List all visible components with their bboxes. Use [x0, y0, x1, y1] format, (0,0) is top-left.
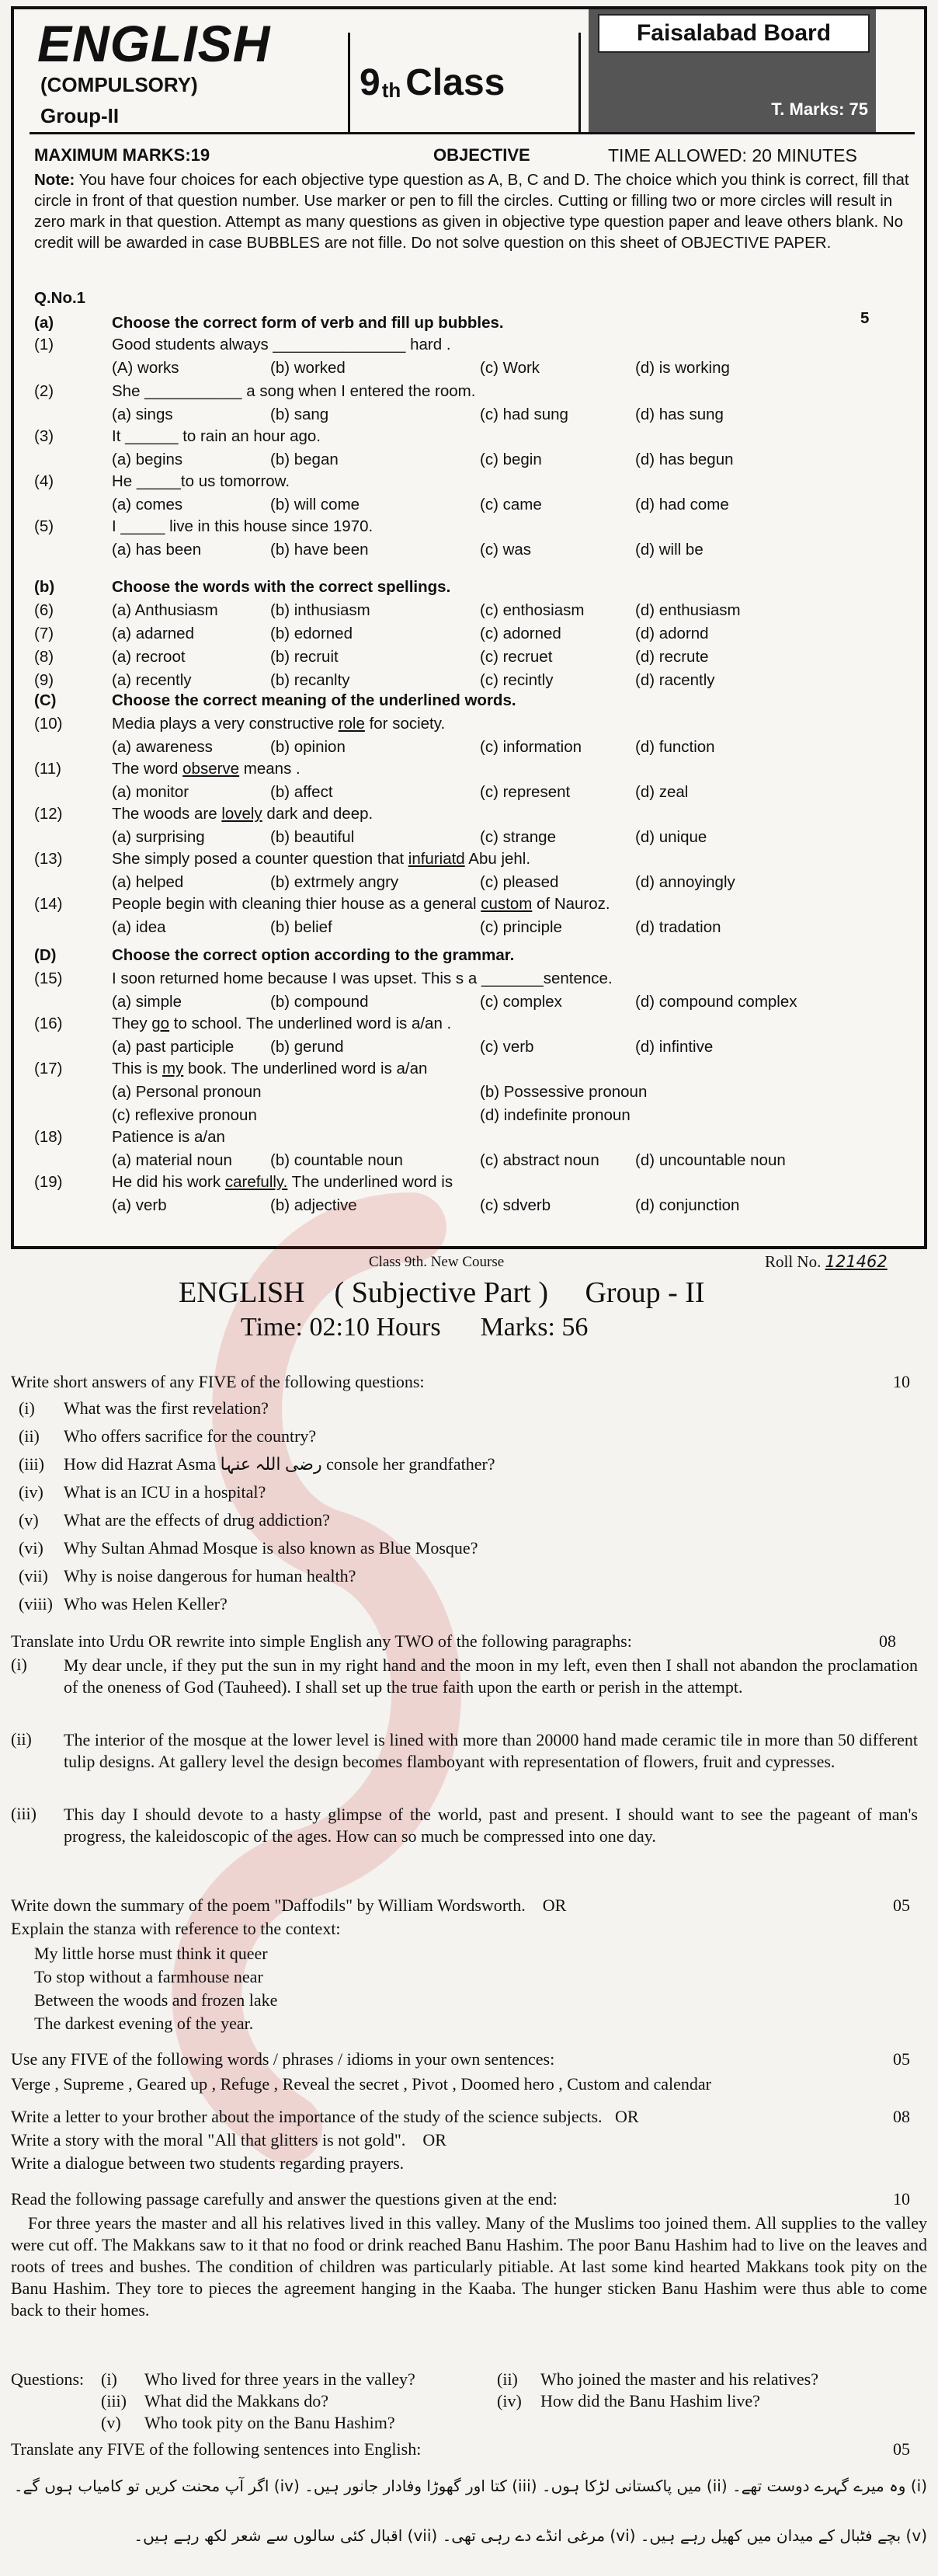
question-2-option-c: (c) had sung: [480, 406, 568, 423]
question-17-text-end: book. The underlined word is a/an: [183, 1060, 428, 1077]
question-19-option-a: (a) verb: [112, 1196, 167, 1214]
question-14-option-d: (d) tradation: [635, 918, 721, 936]
q3-paragraph-text: This day I should devote to a hasty glimpse of the world, past and present. I should want to see the pageant of man's progress, the kaleidoscopic of the ages. How can so much be compressed into one day.: [64, 1805, 918, 1846]
q2-item-text: What are the effects of drug addiction?: [64, 1510, 330, 1530]
roll-number: [765, 1252, 888, 1272]
urdu-sentences-line-2: (v) بچے فٹبال کے میدان میں کھیل رہے ہیں۔ (vi) مرغی انڈے دے رہی تھی۔ (vii) اقبال کئی سالوں سے شعر لکھ رہے ہیں۔: [134, 2526, 927, 2545]
question-15-number: (15): [34, 969, 63, 987]
note-label: Note:: [34, 171, 75, 189]
q7-question-number: (v): [101, 2413, 121, 2432]
q7-question-number: (iii): [101, 2391, 127, 2411]
q7-question-number: (iv): [497, 2391, 522, 2411]
section-a-label: (a): [34, 314, 54, 332]
question-2-text: She ___________ a song when I entered the room.: [112, 382, 476, 400]
note-text: You have four choices for each objective type question as A, B, C and D. The choice which you think is correct, fill that circle in front of that question number. Use marker or pen to fill the circles. Cutting or filling two or more circles will result in zero mark in that question. Attempt as many questions as given in objective type question paper and leave others blank. No credit will be awarded in case BUBBLES are not fille. Do not solve question on this sheet of OBJECTIVE PAPER.: [34, 171, 909, 252]
q2-item-number: (viii): [19, 1594, 53, 1613]
question-10-underlined-word: role: [338, 715, 365, 733]
question-2-number: (2): [34, 382, 54, 400]
question-10-option-a: (a) awareness: [112, 738, 213, 756]
course-label: Class 9th. New Course: [369, 1254, 505, 1270]
question-6-option-b: (b) inthusiasm: [270, 601, 370, 619]
question-7-number: (7): [34, 625, 54, 642]
q2-item-number: (v): [19, 1510, 39, 1530]
question-6-number: (6): [34, 601, 54, 619]
q2-item-text: Who offers sacrifice for the country?: [64, 1426, 317, 1446]
question-6-option-d: (d) enthusiasm: [635, 601, 741, 619]
question-8-number: (8): [34, 648, 54, 666]
question-5-option-a: (a) has been: [112, 541, 202, 559]
subjective-marks: Marks: 56: [480, 1313, 589, 1342]
time-marks-line: [241, 1313, 588, 1342]
question-10-text: [112, 715, 445, 733]
objective-header: [30, 9, 915, 134]
question-11-option-a: (a) monitor: [112, 783, 189, 801]
question-6-option-c: (c) enthosiasm: [480, 601, 585, 619]
question-1-option-b: (b) worked: [270, 359, 346, 377]
max-marks: MAXIMUM MARKS:19: [34, 145, 210, 165]
question-5-option-d: (d) will be: [635, 541, 704, 559]
question-15-option-a: (a) simple: [112, 993, 182, 1011]
question-19-text-start: He did his work: [112, 1173, 225, 1191]
question-8-option-b: (b) recruit: [270, 648, 339, 666]
q3-marks: 08: [879, 1631, 896, 1651]
question-19-option-d: (d) conjunction: [635, 1196, 740, 1214]
q2-intro: Write short answers of any FIVE of the following questions:: [11, 1372, 425, 1391]
question-14-underlined-word: custom: [481, 895, 533, 913]
question-13-text: [112, 850, 530, 869]
question-4-option-b: (b) will come: [270, 496, 360, 513]
question-12-option-b: (b) beautiful: [270, 828, 355, 846]
question-10-text-end: for society.: [364, 715, 446, 733]
question-17-number: (17): [34, 1060, 63, 1077]
question-number: Q.No.1: [34, 289, 86, 307]
roll-value: 121462: [825, 1252, 888, 1271]
section-c-label: (C): [34, 691, 57, 709]
question-17-text-start: This is: [112, 1060, 162, 1077]
objective-paper: [11, 6, 927, 1249]
question-15-option-c: (c) complex: [480, 993, 562, 1011]
q8-marks: 05: [893, 2439, 910, 2459]
question-17-text: [112, 1060, 427, 1078]
class-suffix: th: [381, 78, 401, 102]
question-9-option-c: (c) recintly: [480, 671, 554, 689]
subjective-title: [179, 1276, 705, 1310]
question-16-option-b: (b) gerund: [270, 1038, 344, 1056]
question-11-text-start: The word: [112, 760, 183, 778]
question-19-text-end: The underlined word is: [287, 1173, 453, 1191]
question-5-option-c: (c) was: [480, 541, 532, 559]
question-8-option-a: (a) recroot: [112, 648, 186, 666]
question-10-text-start: Media plays a very constructive: [112, 715, 339, 733]
question-11-number: (11): [34, 760, 61, 778]
q2-item-text: Why is noise dangerous for human health?: [64, 1566, 356, 1586]
question-4-text: He _____to us tomorrow.: [112, 472, 290, 490]
q7-passage: For three years the master and all his relatives lived in this valley. Many of the Muslims too joined them. All supplies to the valley were cut off. The Makkans saw to it that no food or drink reached Banu Hashim. The poor Banu Hashim had to live on the leaves and roots of trees and bushes. The condition of children was particularly pitiable. At last some kind hearted Makkans took pity on the Banu Hashim. They tore to pieces the agreement hanging in the Kaaba. The hunger sticken Banu Hashim were thus able to come back to their homes.: [11, 2213, 927, 2320]
question-12-number: (12): [34, 805, 63, 823]
question-12-underlined-word: lovely: [221, 805, 262, 823]
q2-item-number: (i): [19, 1398, 35, 1418]
urdu-sentences-line-1: (i) وہ میرے گہرے دوست تھے۔ (ii) میں پاکستانی لڑکا ہوں۔ (iii) کتا اور گھوڑا وفادار جانور ہیں۔ (iv) اگر آپ محنت کریں تو کامیاب ہوں گے۔: [13, 2477, 927, 2495]
stanza-line: My little horse must think it queer: [34, 1944, 268, 1963]
roll-label: Roll No.: [765, 1252, 822, 1271]
question-2-option-b: (b) sang: [270, 406, 329, 423]
section-marks: 5: [860, 309, 870, 327]
question-4-number: (4): [34, 472, 54, 490]
q3-paragraph-number: (ii): [11, 1729, 32, 1749]
question-5-text: I _____ live in this house since 1970.: [112, 517, 373, 535]
question-7-option-c: (c) adorned: [480, 625, 561, 642]
q6-marks: 08: [893, 2107, 910, 2126]
question-12-option-a: (a) surprising: [112, 828, 205, 846]
question-12-option-d: (d) unique: [635, 828, 707, 846]
question-13-option-b: (b) extrmely angry: [270, 873, 399, 891]
question-15-option-d: (d) compound complex: [635, 993, 797, 1011]
question-2-option-a: (a) sings: [112, 406, 173, 423]
subjective-part: ( Subjective Part ): [334, 1276, 548, 1309]
total-marks: T. Marks: 75: [771, 99, 868, 119]
question-2-option-d: (d) has sung: [635, 406, 724, 423]
question-13-number: (13): [34, 850, 63, 868]
question-17-option-a: (a) Personal pronoun: [112, 1083, 262, 1101]
question-18-option-a: (a) material noun: [112, 1151, 232, 1169]
q2-item-number: (iii): [19, 1454, 44, 1474]
q4-summary-text: Write down the summary of the poem "Daffodils" by William Wordsworth.: [11, 1895, 526, 1915]
group-label: Group-II: [40, 104, 120, 127]
q5-intro: Use any FIVE of the following words / phrases / idioms in your own sentences:: [11, 2049, 555, 2069]
section-b-label: (b): [34, 578, 55, 596]
q2-item-text: Why Sultan Ahmad Mosque is also known as Blue Mosque?: [64, 1538, 478, 1558]
question-18-option-b: (b) countable noun: [270, 1151, 403, 1169]
q2-item-text: Who was Helen Keller?: [64, 1594, 228, 1613]
compulsory-label: (COMPULSORY): [40, 73, 198, 96]
question-17-option-b: (b) Possessive pronoun: [480, 1083, 648, 1101]
question-18-option-c: (c) abstract noun: [480, 1151, 599, 1169]
q2-marks: 10: [893, 1372, 910, 1391]
question-13-option-d: (d) annoyingly: [635, 873, 735, 891]
stanza-line: Between the woods and frozen lake: [34, 1990, 278, 2010]
question-5-option-b: (b) have been: [270, 541, 369, 559]
board-box: [589, 9, 876, 132]
q5-marks: 05: [893, 2049, 910, 2069]
question-15-text: I soon returned home because I was upset. This s a _______sentence.: [112, 969, 613, 987]
question-16-option-a: (a) past participle: [112, 1038, 234, 1056]
question-3-number: (3): [34, 427, 54, 445]
class-number: 9: [360, 61, 380, 103]
question-3-option-d: (d) has begun: [635, 451, 734, 468]
stanza-line: The darkest evening of the year.: [34, 2014, 254, 2033]
q2-item-text: How did Hazrat Asma رضی اللہ عنہا console her grandfather?: [64, 1454, 495, 1474]
q7-question-text: How did the Banu Hashim live?: [540, 2391, 760, 2411]
q7-question-text: What did the Makkans do?: [144, 2391, 329, 2411]
question-3-option-b: (b) began: [270, 451, 339, 468]
question-17-underlined-word: my: [162, 1060, 184, 1077]
section-a-title: Choose the correct form of verb and fill up bubbles.: [112, 314, 504, 332]
question-13-option-a: (a) helped: [112, 873, 184, 891]
question-11-text-end: means .: [239, 760, 301, 778]
question-9-number: (9): [34, 671, 54, 689]
question-14-text: [112, 895, 610, 914]
question-19-underlined-word: carefully.: [224, 1173, 288, 1191]
question-16-text-end: to school. The underlined word is a/an .: [169, 1015, 452, 1032]
subject-title: ENGLISH: [37, 15, 271, 72]
q3-paragraph-number: (iii): [11, 1804, 36, 1823]
question-10-number: (10): [34, 715, 63, 733]
q7-question-text: Who took pity on the Banu Hashim?: [144, 2413, 395, 2432]
q2-item-text: What was the first revelation?: [64, 1398, 269, 1418]
question-16-number: (16): [34, 1015, 63, 1032]
q2-item-number: (vi): [19, 1538, 43, 1558]
question-4-option-a: (a) comes: [112, 496, 183, 513]
section-c-title: Choose the correct meaning of the underlined words.: [112, 691, 516, 709]
question-10-option-b: (b) opinion: [270, 738, 346, 756]
q7-question-text: Who joined the master and his relatives?: [540, 2369, 818, 2389]
question-6-option-a: (a) Anthusiasm: [112, 601, 218, 619]
q3-paragraph-text: My dear uncle, if they put the sun in my right hand and the moon in my left, even then I shall not abandon the proclamation of the oneness of God (Tauheed). I shall set up the true faith upon the earth or perish in the attempt.: [64, 1655, 918, 1697]
time-allowed: TIME ALLOWED: 20 MINUTES: [608, 145, 857, 165]
q4-marks: 05: [893, 1895, 910, 1915]
class-box: [348, 33, 581, 132]
question-4-option-d: (d) had come: [635, 496, 729, 513]
question-14-option-b: (b) belief: [270, 918, 332, 936]
question-17-option-d: (d) indefinite pronoun: [480, 1106, 631, 1124]
q5-words: Verge , Supreme , Geared up , Refuge , Reveal the secret , Pivot , Doomed hero , Custom and calendar: [11, 2074, 711, 2094]
q4-or: OR: [542, 1895, 567, 1915]
question-18-number: (18): [34, 1128, 63, 1146]
question-3-option-a: (a) begins: [112, 451, 183, 468]
question-16-text: [112, 1015, 451, 1033]
question-7-option-d: (d) adornd: [635, 625, 709, 642]
question-12-text: [112, 805, 373, 823]
question-14-option-c: (c) principle: [480, 918, 562, 936]
question-11-underlined-word: observe: [182, 760, 240, 778]
q3-paragraph-number: (i): [11, 1655, 27, 1674]
question-1-number: (1): [34, 336, 54, 353]
question-10-option-d: (d) function: [635, 738, 715, 756]
question-4-option-c: (c) came: [480, 496, 542, 513]
question-5-number: (5): [34, 517, 54, 535]
subjective-time: Time: 02:10 Hours: [241, 1313, 441, 1342]
q6-story-text: Write a story with the moral "All that glitters is not gold".: [11, 2130, 406, 2150]
q2-item-text: What is an ICU in a hospital?: [64, 1482, 266, 1502]
q7-question-number: (ii): [497, 2369, 518, 2389]
question-9-option-a: (a) recently: [112, 671, 192, 689]
q7-question-text: Who lived for three years in the valley?: [144, 2369, 415, 2389]
question-8-option-d: (d) recrute: [635, 648, 709, 666]
question-3-text: It ______ to rain an hour ago.: [112, 427, 321, 445]
question-12-text-start: The woods are: [112, 805, 222, 823]
section-d-title: Choose the correct option according to the grammar.: [112, 946, 515, 964]
q6-or-1: OR: [615, 2107, 639, 2126]
question-11-option-c: (c) represent: [480, 783, 571, 801]
question-13-text-start: She simply posed a counter question that: [112, 850, 408, 868]
q7-marks: 10: [893, 2189, 910, 2209]
question-16-underlined-word: go: [151, 1015, 170, 1032]
question-8-option-c: (c) recruet: [480, 648, 553, 666]
question-12-option-c: (c) strange: [480, 828, 556, 846]
q3-paragraph-text: The interior of the mosque at the lower level is lined with more than 20000 hand made ceramic tile in more than 50 different tulip designs. At gallery level the design becomes flamboyant with representation of flowers, fruit and cypresses.: [64, 1730, 918, 1771]
question-13-underlined-word: infuriatd: [408, 850, 465, 868]
question-9-option-b: (b) recanlty: [270, 671, 350, 689]
q6-letter: [11, 2107, 639, 2127]
question-10-option-c: (c) information: [480, 738, 582, 756]
q6-or-2: OR: [422, 2130, 446, 2150]
question-13-text-end: Abu jehl.: [464, 850, 531, 868]
stanza-line: To stop without a farmhouse near: [34, 1967, 263, 1986]
q3-intro: Translate into Urdu OR rewrite into simple English any TWO of the following paragraphs:: [11, 1631, 632, 1651]
question-17-option-c: (c) reflexive pronoun: [112, 1106, 257, 1124]
q2-item-number: (iv): [19, 1482, 43, 1502]
q4-summary: [11, 1895, 566, 1916]
question-19-text: [112, 1173, 453, 1192]
instructions-note: [34, 169, 912, 253]
q6-story: [11, 2130, 446, 2150]
question-9-option-d: (d) racently: [635, 671, 715, 689]
board-name: Faisalabad Board: [598, 14, 870, 53]
question-16-option-c: (c) verb: [480, 1038, 534, 1056]
question-14-text-start: People begin with cleaning thier house as a general: [112, 895, 481, 913]
question-15-option-b: (b) compound: [270, 993, 369, 1011]
q6-letter-text: Write a letter to your brother about the importance of the study of the science subjects.: [11, 2107, 603, 2126]
q4-stanza-intro: Explain the stanza with reference to the context:: [11, 1919, 341, 1938]
subjective-subject: ENGLISH: [179, 1276, 305, 1309]
question-16-text-start: They: [112, 1015, 152, 1032]
q2-item-number: (ii): [19, 1426, 40, 1446]
question-1-option-a: (A) works: [112, 359, 179, 377]
q2-item-number: (vii): [19, 1566, 48, 1586]
question-7-option-a: (a) adarned: [112, 625, 194, 642]
q6-dialogue: Write a dialogue between two students regarding prayers.: [11, 2153, 405, 2173]
question-1-option-d: (d) is working: [635, 359, 730, 377]
question-11-text: [112, 760, 301, 778]
class-word: Class: [405, 61, 505, 103]
question-18-option-d: (d) uncountable noun: [635, 1151, 786, 1169]
question-1-text: Good students always _______________ hard .: [112, 336, 451, 353]
question-16-option-d: (d) infintive: [635, 1038, 714, 1056]
question-19-number: (19): [34, 1173, 63, 1191]
question-3-option-c: (c) begin: [480, 451, 542, 468]
objective-label: OBJECTIVE: [433, 145, 530, 165]
q8-intro: Translate any FIVE of the following sentences into English:: [11, 2439, 422, 2459]
question-14-option-a: (a) idea: [112, 918, 166, 936]
question-12-text-end: dark and deep.: [262, 805, 373, 823]
question-1-option-c: (c) Work: [480, 359, 540, 377]
question-11-option-d: (d) zeal: [635, 783, 689, 801]
question-19-option-c: (c) sdverb: [480, 1196, 551, 1214]
question-11-option-b: (b) affect: [270, 783, 333, 801]
question-18-text: Patience is a/an: [112, 1128, 225, 1146]
question-13-option-c: (c) pleased: [480, 873, 559, 891]
q7-question-number: (i): [101, 2369, 117, 2389]
section-b-title: Choose the words with the correct spellings.: [112, 578, 451, 596]
subjective-group: Group - II: [585, 1276, 705, 1309]
q7-questions-label: Questions:: [11, 2369, 85, 2389]
section-d-label: (D): [34, 946, 57, 964]
question-14-text-end: of Nauroz.: [532, 895, 610, 913]
q7-intro: Read the following passage carefully and answer the questions given at the end:: [11, 2189, 558, 2209]
question-14-number: (14): [34, 895, 63, 913]
question-19-option-b: (b) adjective: [270, 1196, 357, 1214]
question-7-option-b: (b) edorned: [270, 625, 353, 642]
